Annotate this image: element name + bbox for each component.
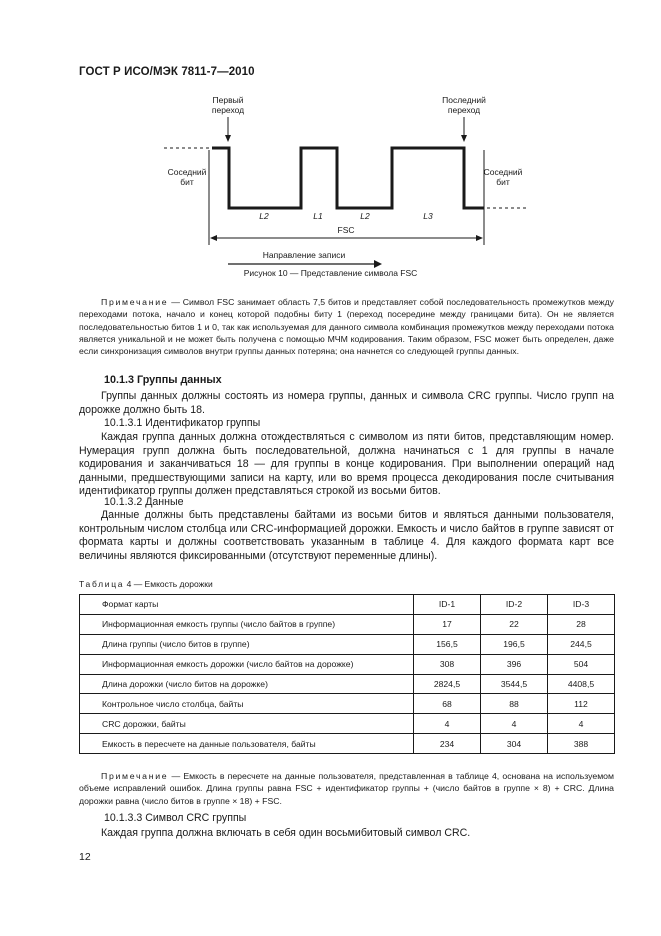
section-para-10-1-3: Группы данных должны состоять из номера группы, данных и символа CRC группы. Число групп на дорожке должно быть 18.: [79, 390, 614, 416]
segment-l3: L3: [423, 211, 433, 221]
last-transition-label-line2: переход: [447, 105, 481, 115]
section-para-10-1-3-3: Каждая группа должна включать в себя один восьмибитовый символ CRC.: [101, 827, 471, 839]
document-header: ГОСТ Р ИСО/МЭК 7811-7—2010: [79, 66, 255, 78]
section-para-10-1-3-1: Каждая группа данных должна отождествляться с символом из пяти битов, представляющим номер. Нумерация групп должна быть последовательной, должна начинаться с 1 для группы в начале кодирования и заканчиваться 18 — для группы в конце кодирования. При выполнении операций над данными, предшествующими записи на карту, или во время процесса декодирования после считывания идентификатор группы должен представляться строкой из восьми битов.: [79, 431, 614, 497]
table-caption: [79, 579, 213, 589]
table-cell: 308: [414, 654, 481, 674]
section-heading-10-1-3: 10.1.3 Группы данных: [104, 374, 222, 386]
table-row: [80, 734, 615, 754]
table-cell: 22: [481, 614, 548, 634]
last-transition-label-line1: Последний: [442, 95, 486, 105]
table-cell: Информационная емкость дорожки (число байтов на дорожке): [80, 654, 414, 674]
page-number: 12: [79, 851, 91, 863]
segment-l2-a: L2: [259, 211, 269, 221]
first-transition-label-line2: переход: [211, 105, 245, 115]
table-header-cell: ID-3: [548, 595, 615, 615]
note-label: Примечание: [101, 297, 169, 307]
table-cell: Емкость в пересчете на данные пользователя, байты: [80, 734, 414, 754]
table-cell: Длина дорожки (число битов на дорожке): [80, 674, 414, 694]
left-neighbor-label-line2: бит: [180, 177, 194, 187]
table-row: [80, 654, 615, 674]
table-row: [80, 634, 615, 654]
figure-caption: Рисунок 10 — Представление символа FSC: [243, 268, 418, 278]
table-cell: 4: [481, 714, 548, 734]
note-fsc: [79, 296, 614, 357]
table-cell: Контрольное число столбца, байты: [80, 694, 414, 714]
table-cell: 4408,5: [548, 674, 615, 694]
segment-l1: L1: [313, 211, 323, 221]
note-capacity: [79, 770, 614, 807]
table-cell: 388: [548, 734, 615, 754]
table-header-cell: Формат карты: [80, 595, 414, 615]
table-cell: 4: [548, 714, 615, 734]
table-header-cell: ID-1: [414, 595, 481, 615]
first-transition-label-line1: Первый: [212, 95, 244, 105]
note-text: — Символ FSC занимает область 7,5 битов и представляет собой последовательность промежутков между переходами потока, начало и конец которой подобны биту 1 (переход посередине между границами бита). Он не является последовательностью битов 1 и 0, так как используемая для данного символа комбинация промежутков между переходами потока является уникальной и не может быть получена с помощью МЧМ кодирования. Таким образом, FSC может быть определен, даже если синхронизация символов внутри группы данных потеряна; она начнется со следующей группы данных.: [79, 297, 614, 357]
direction-label: Направление записи: [262, 250, 346, 260]
table-caption-text: 4 — Емкость дорожки: [126, 579, 213, 589]
right-neighbor-label-line2: бит: [496, 177, 510, 187]
table-cell: 304: [481, 734, 548, 754]
table-cell: 244,5: [548, 634, 615, 654]
table-cell: 17: [414, 614, 481, 634]
table-cell: Информационная емкость группы (число байтов в группе): [80, 614, 414, 634]
segment-l2-b: L2: [360, 211, 370, 221]
table-cell: 504: [548, 654, 615, 674]
table-cell: 4: [414, 714, 481, 734]
table-cell: 396: [481, 654, 548, 674]
table-row: [80, 614, 615, 634]
note-label: Примечание: [101, 771, 169, 781]
table-row: [80, 694, 615, 714]
section-para-10-1-3-2: Данные должны быть представлены байтами из восьми битов и являться данными пользователя, контрольным числом столбца или CRC-информацией дорожки. Емкость и число байтов в группе зависят от формата карты и должны соответствовать указанным в таблице 4. Для каждого формата карт все величины являются фиксированными (отсутствуют переменные длины).: [79, 509, 614, 562]
table-cell: 2824,5: [414, 674, 481, 694]
table-cell: Длина группы (число битов в группе): [80, 634, 414, 654]
table-cell: 68: [414, 694, 481, 714]
table-cell: 112: [548, 694, 615, 714]
fsc-waveform-figure: [150, 90, 530, 270]
table-row: [80, 674, 615, 694]
table-cell: 234: [414, 734, 481, 754]
fsc-waveform: [212, 148, 484, 208]
left-neighbor-label-line1: Соседний: [167, 167, 207, 177]
right-neighbor-label-line1: Соседний: [483, 167, 523, 177]
table-cell: 196,5: [481, 634, 548, 654]
section-heading-10-1-3-3: 10.1.3.3 Символ CRC группы: [104, 812, 247, 824]
table-cell: 28: [548, 614, 615, 634]
table-header-cell: ID-2: [481, 595, 548, 615]
table-cell: CRC дорожки, байты: [80, 714, 414, 734]
table-cell: 156,5: [414, 634, 481, 654]
table-row: [80, 714, 615, 734]
section-heading-10-1-3-1: 10.1.3.1 Идентификатор группы: [104, 417, 261, 429]
table-cell: 88: [481, 694, 548, 714]
table-header-row: [80, 595, 615, 615]
table-caption-label: Таблица: [79, 579, 125, 589]
note-text: — Емкость в пересчете на данные пользователя, представленная в таблице 4, основана на используемом объеме исправлений ошибок. Длина группы равна FSC + идентификатор группы + (число байтов в группе × 8) + CRC. Длина дорожки равна (число битов в группе × 18) + FSC.: [79, 771, 614, 806]
fsc-label: FSC: [337, 225, 355, 235]
track-capacity-table: [79, 594, 615, 754]
table-cell: 3544,5: [481, 674, 548, 694]
section-heading-10-1-3-2: 10.1.3.2 Данные: [104, 496, 184, 508]
